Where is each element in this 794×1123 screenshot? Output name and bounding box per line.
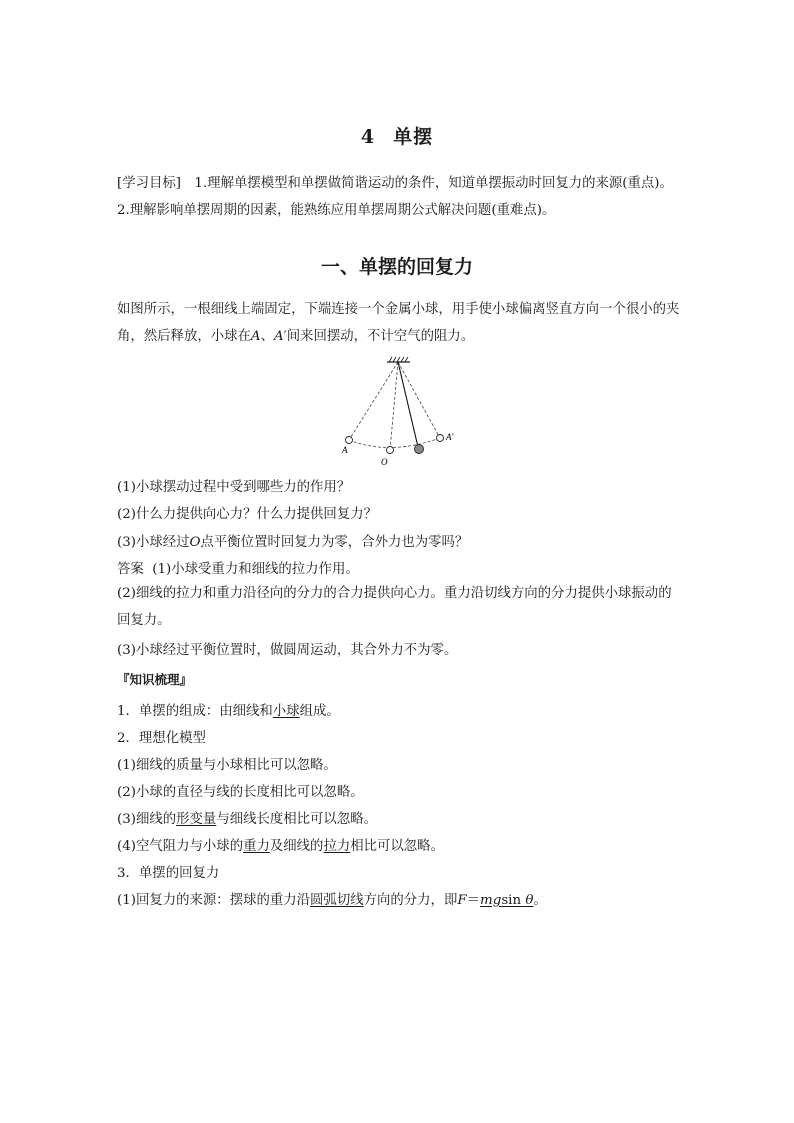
string-current <box>398 362 418 447</box>
q3-text-a: (3)小球经过 <box>117 535 190 550</box>
intro-text-a: 如图所示，一根细线上端固定，下端连接一个金属小球，用手使小球偏离竖直方向一个很小的夹角，然后释放，小球在 <box>117 302 680 344</box>
question-2: (2)什么力提供向心力？什么力提供回复力？ <box>117 507 377 522</box>
lesson-title-text: 单摆 <box>393 126 434 148</box>
k31-formula-blank <box>480 893 533 908</box>
section-title: 一、单摆的回复力 <box>320 256 473 278</box>
answer-2: (2)细线的拉力和重力沿径向的分力的合力提供向心力。重力沿切线方向的分力提供小球振动的回复力。 <box>117 586 672 628</box>
ball-at-a-prime <box>437 435 444 442</box>
k1-blank: 小球 <box>272 704 300 719</box>
k24-text-b: 及细线的 <box>269 839 324 854</box>
knowledge-2-4 <box>117 835 444 854</box>
label-o: O <box>381 457 388 467</box>
learning-objectives: [学习目标] 1.理解单摆模型和单摆做简谐运动的条件，知道单摆振动时回复力的来源(重点)。2.理解影响单摆周期的因素，能熟练应用单摆周期公式解决问题(重难点)。 <box>117 176 673 218</box>
k31-equals: ＝ <box>466 893 481 908</box>
string-to-o <box>390 362 398 450</box>
answer-label: 答案 <box>117 562 144 577</box>
point-a-prime-label: A′ <box>273 329 287 344</box>
k1-text-b: 组成。 <box>299 704 340 719</box>
knowledge-3-1 <box>117 889 547 908</box>
k24-blank-1: 重力 <box>243 839 270 854</box>
knowledge-2: 2．理想化模型 <box>117 731 206 746</box>
intro-text-b: 间来回摆动，不计空气的阻力。 <box>286 329 475 344</box>
k24-text-a: (4)空气阻力与小球的 <box>117 839 244 854</box>
intro-sep: 、 <box>260 329 274 344</box>
point-a-label: A <box>250 329 261 344</box>
label-a-prime: A′ <box>446 432 454 442</box>
knowledge-3: 3．单摆的回复力 <box>117 866 220 881</box>
k31-end: 。 <box>533 893 547 908</box>
answer-1 <box>117 558 359 577</box>
lesson-title <box>0 122 794 149</box>
answer-3: (3)小球经过平衡位置时，做圆周运动，其合外力不为零。 <box>117 643 458 658</box>
knowledge-1 <box>117 700 340 719</box>
pendulum-figure <box>330 352 465 470</box>
ball-current <box>415 445 424 454</box>
k31-mg: mg <box>480 893 502 908</box>
knowledge-2-3 <box>117 808 377 827</box>
string-to-a <box>349 362 398 440</box>
k31-text-a: (1)回复力的来源：摆球的重力沿 <box>117 893 311 908</box>
lesson-number: 4 <box>360 126 376 148</box>
k23-blank: 形变量 <box>176 812 217 827</box>
intro-paragraph <box>117 296 680 350</box>
k31-text-b: 方向的分力，即 <box>363 893 458 908</box>
answer-1-text: (1)小球受重力和细线的拉力作用。 <box>152 562 359 577</box>
ball-at-a <box>346 437 353 444</box>
question-1: (1)小球摆动过程中受到哪些力的作用？ <box>117 480 351 495</box>
knowledge-heading: 『知识梳理』 <box>117 672 193 687</box>
k31-sin: sin <box>501 893 526 908</box>
knowledge-2-1: (1)细线的质量与小球相比可以忽略。 <box>117 758 337 773</box>
k31-theta: θ <box>525 893 534 908</box>
swing-arc <box>349 438 440 448</box>
ceiling-hatch <box>389 357 408 362</box>
label-a: A <box>342 445 348 455</box>
question-3 <box>117 531 468 550</box>
ball-at-o <box>387 447 394 454</box>
string-to-a-prime <box>398 362 440 438</box>
q3-text-b: 点平衡位置时回复力为零，合外力也为零吗？ <box>200 535 469 550</box>
k1-text-a: 1．单摆的组成：由细线和 <box>117 704 273 719</box>
k24-text-c: 相比可以忽略。 <box>350 839 444 854</box>
k24-blank-2: 拉力 <box>323 839 351 854</box>
k23-text-b: 与细线长度相比可以忽略。 <box>216 812 377 827</box>
knowledge-2-2: (2)小球的直径与线的长度相比可以忽略。 <box>117 785 364 800</box>
k31-force-symbol: F <box>457 893 467 908</box>
k31-blank-1: 圆弧切线 <box>310 893 364 908</box>
k23-text-a: (3)细线的 <box>117 812 177 827</box>
point-o-label: O <box>189 535 201 550</box>
